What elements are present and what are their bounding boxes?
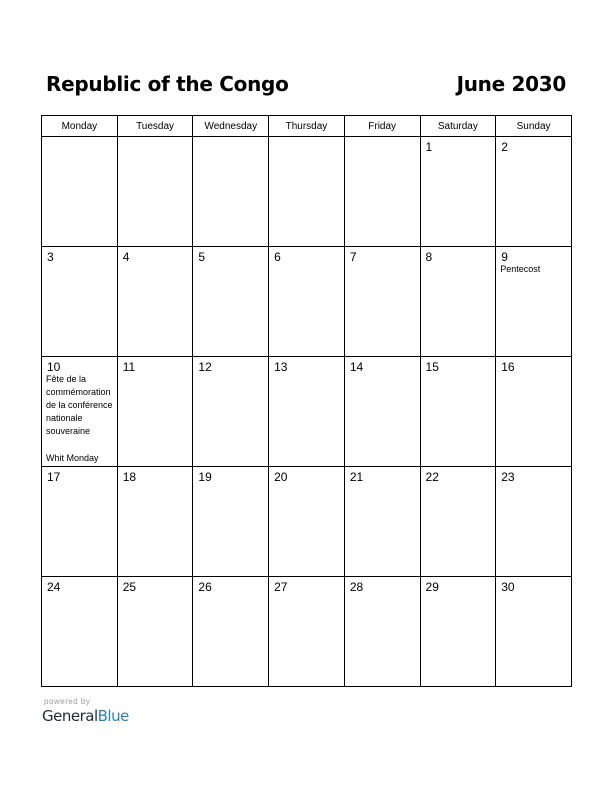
day-number: 30 — [501, 580, 515, 594]
day-cell — [344, 137, 420, 247]
week-row — [42, 247, 572, 357]
day-number: 24 — [47, 580, 61, 594]
day-number: 17 — [47, 470, 61, 484]
day-cell — [193, 357, 269, 467]
day-cell — [344, 467, 420, 577]
day-cell — [496, 137, 572, 247]
day-number: 26 — [198, 580, 212, 594]
day-number: 13 — [274, 360, 288, 374]
week-row — [42, 577, 572, 687]
day-cell — [42, 137, 118, 247]
day-cell — [269, 357, 345, 467]
day-cell — [344, 577, 420, 687]
weekday-header: Sunday — [496, 116, 572, 137]
day-number: 8 — [425, 250, 433, 264]
day-number: 23 — [501, 470, 515, 484]
day-cell — [193, 247, 269, 357]
brand-wordmark — [42, 707, 129, 725]
day-cell — [344, 247, 420, 357]
day-number: 5 — [198, 250, 206, 264]
day-cell — [344, 357, 420, 467]
day-cell — [269, 247, 345, 357]
day-number: 10 — [47, 360, 61, 374]
day-cell — [496, 357, 572, 467]
day-number: 12 — [198, 360, 212, 374]
day-cell — [117, 357, 193, 467]
day-number: 11 — [122, 360, 136, 374]
day-number: 19 — [198, 470, 212, 484]
day-number: 18 — [122, 470, 137, 484]
day-number: 7 — [349, 250, 357, 264]
day-cell — [420, 137, 496, 247]
country-title: Republic of the Congo — [46, 72, 289, 96]
day-cell — [117, 467, 193, 577]
powered-by-label: powered by — [44, 697, 91, 706]
day-cell — [42, 467, 118, 577]
calendar-grid — [41, 115, 572, 687]
day-cell — [42, 357, 118, 467]
day-number: 21 — [349, 470, 364, 484]
day-number: 15 — [425, 360, 439, 374]
day-cell — [269, 137, 345, 247]
day-cell — [496, 577, 572, 687]
day-cell — [193, 577, 269, 687]
day-cell — [496, 467, 572, 577]
day-cell — [269, 577, 345, 687]
day-cell — [269, 467, 345, 577]
day-number: 25 — [122, 580, 137, 594]
day-cell — [117, 247, 193, 357]
brand-blue: Blue — [97, 707, 129, 725]
day-cell — [420, 467, 496, 577]
day-cell — [117, 137, 193, 247]
weekday-header-row — [42, 116, 572, 137]
brand-general: General — [42, 707, 98, 725]
weekday-header: Monday — [42, 116, 118, 137]
holiday-pentecost: Pentecost — [500, 264, 541, 274]
generalblue-logo[interactable] — [42, 697, 129, 725]
day-cell — [193, 467, 269, 577]
weekday-header: Wednesday — [193, 116, 269, 137]
week-row — [42, 137, 572, 247]
day-cell — [42, 577, 118, 687]
day-cell — [420, 357, 496, 467]
day-number: 20 — [274, 470, 288, 484]
day-number: 9 — [501, 250, 508, 264]
weekday-header: Friday — [344, 116, 420, 137]
day-cell — [193, 137, 269, 247]
day-number: 29 — [425, 580, 439, 594]
week-row — [42, 357, 572, 467]
week-row — [42, 467, 572, 577]
day-cell — [42, 247, 118, 357]
day-number: 1 — [425, 140, 433, 154]
month-title: June 2030 — [456, 72, 566, 96]
day-number: 27 — [274, 580, 288, 594]
day-number: 16 — [501, 360, 515, 374]
weekday-header: Saturday — [420, 116, 496, 137]
day-cell — [420, 577, 496, 687]
weekday-header: Tuesday — [117, 116, 193, 137]
day-cell — [420, 247, 496, 357]
day-number: 2 — [501, 140, 508, 154]
day-number: 4 — [122, 250, 130, 264]
day-cell — [117, 577, 193, 687]
day-number: 6 — [274, 250, 281, 264]
holiday-fete-conference: Fête de la commémoration de la conférence nationale souveraine — [46, 374, 113, 436]
day-cell — [496, 247, 572, 357]
weekday-header: Thursday — [269, 116, 345, 137]
day-number: 22 — [425, 470, 439, 484]
day-number: 28 — [349, 580, 364, 594]
holiday-whit-monday: Whit Monday — [46, 453, 99, 463]
day-number: 14 — [349, 360, 364, 374]
day-number: 3 — [47, 250, 54, 264]
